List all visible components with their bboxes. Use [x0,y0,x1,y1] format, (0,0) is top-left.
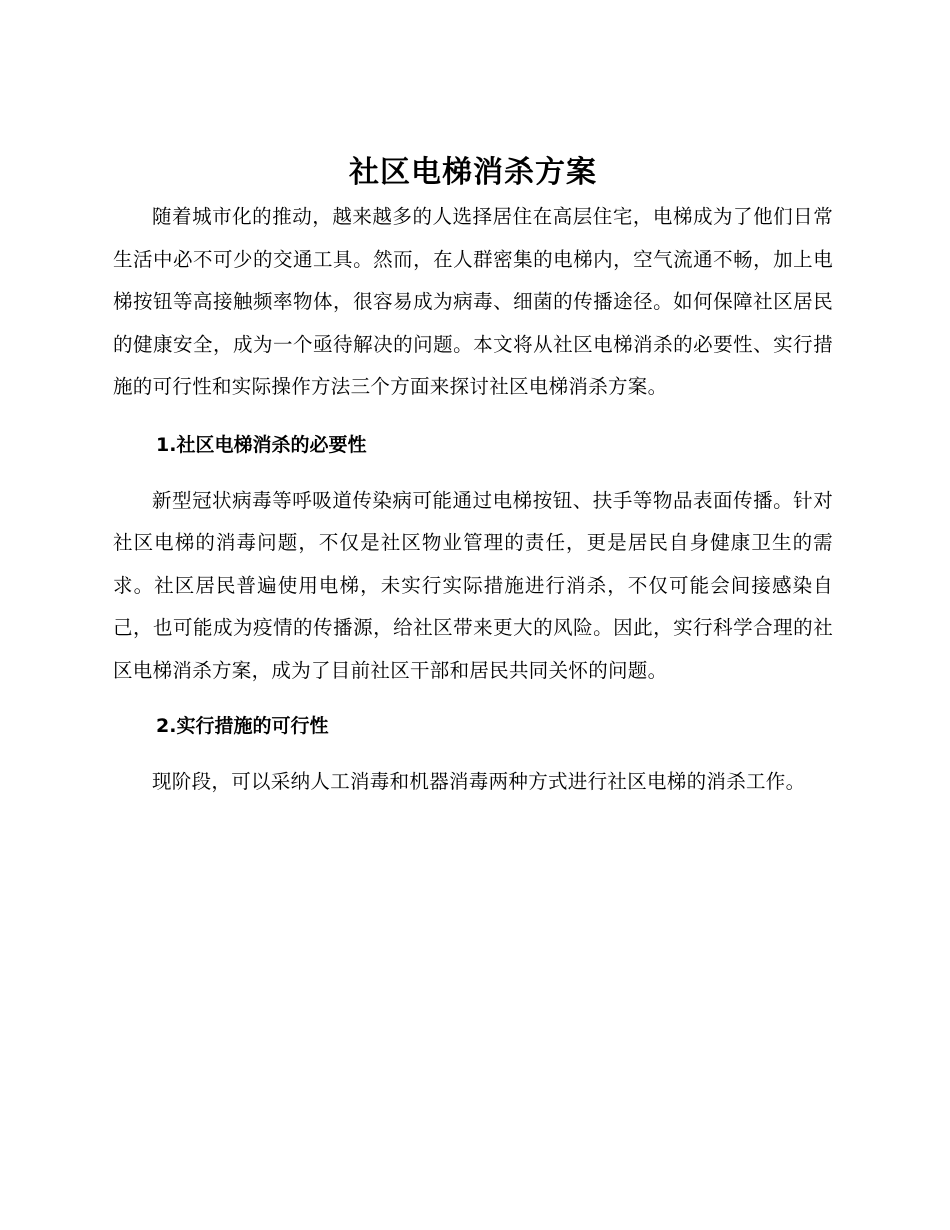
section-body-necessity: 新型冠状病毒等呼吸道传染病可能通过电梯按钮、扶手等物品表面传播。针对社区电梯的消毒问题，不仅是社区物业管理的责任，更是居民自身健康卫生的需求。社区居民普遍使用电梯，未实行实际措施进行消杀，不仅可能会间接感染自己，也可能成为疫情的传播源，给社区带来更大的风险。因此，实行科学合理的社区电梯消杀方案，成为了目前社区干部和居民共同关怀的问题。 [113,488,833,682]
document-content [113,150,833,804]
spacer [113,692,833,705]
section-body-feasibility: 现阶段，可以采纳人工消毒和机器消毒两种方式进行社区电梯的消杀工作。 [152,770,806,793]
section-heading-necessity: 1.社区电梯消杀的必要性 [156,433,367,456]
spacer [113,466,833,480]
intro-paragraph: 随着城市化的推动，越来越多的人选择居住在高层住宅，电梯成为了他们日常生活中必不可少的交通工具。然而，在人群密集的电梯内，空气流通不畅，加上电梯按钮等高接触频率物体，很容易成为病毒、细菌的传播途径。如何保障社区居民的健康安全，成为一个亟待解决的问题。本文将从社区电梯消杀的必要性、实行措施的可行性和实际操作方法三个方面来探讨社区电梯消杀方案。 [113,205,833,398]
section-heading-feasibility: 2.实行措施的可行性 [156,715,329,737]
document-title: 社区电梯消杀方案 [349,155,597,190]
spacer [113,747,833,761]
spacer [113,409,833,424]
